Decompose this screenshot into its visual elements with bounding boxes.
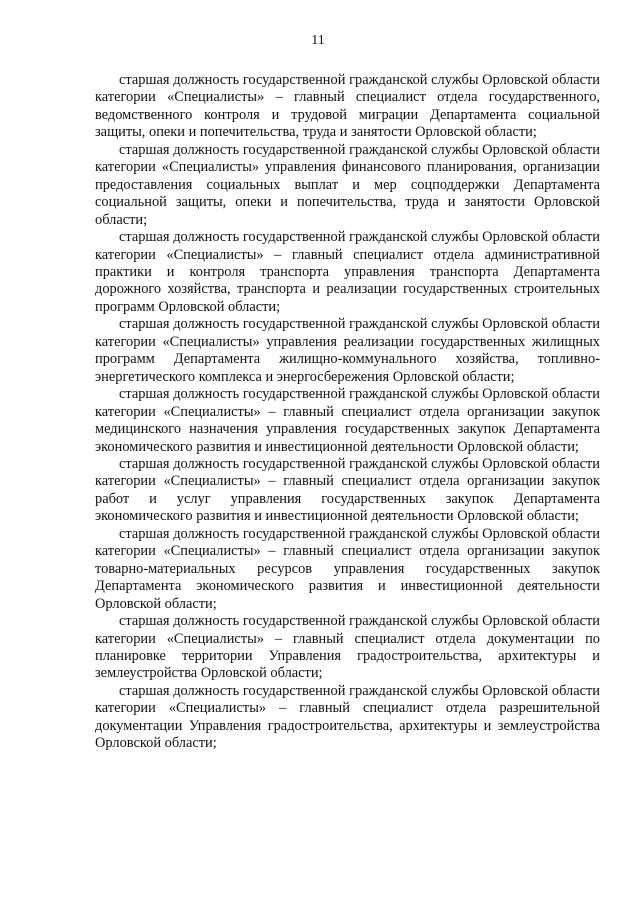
list-item: старшая должность государственной гражданской службы Орловской области категории «Специалисты» – главный специалист отдела разрешительной документации Управления градостроительства, архитектуры и землеустройства Орловской области; — [95, 682, 600, 752]
list-item: старшая должность государственной гражданской службы Орловской области категории «Специалисты» управления реализации государственных жилищных программ Департамента жилищно-коммунального хозяйства, топливно-энергетического комплекса и энергосбережения Орловской области; — [95, 316, 600, 385]
list-item: старшая должность государственной гражданской службы Орловской области категории «Специалисты» – главный специалист отдела государственного, ведомственного контроля и трудовой миграции Департамента социальной защиты, опеки и попечительства, труда и занятости Орловской области; — [95, 72, 600, 141]
page-number: 11 — [311, 33, 325, 48]
document-body — [95, 72, 600, 753]
list-item: старшая должность государственной гражданской службы Орловской области категории «Специалисты» – главный специалист отдела административной практики и контроля транспорта управления транспорта Департамента дорожного хозяйства, транспорта и реализации государственных строительных программ Орловской области; — [95, 229, 600, 315]
list-item: старшая должность государственной гражданской службы Орловской области категории «Специалисты» – главный специалист отдела организации закупок товарно-материальных ресурсов управления государственных закупок Департамента экономического развития и инвестиционной деятельности Орловской области; — [95, 525, 600, 612]
list-item: старшая должность государственной гражданской службы Орловской области категории «Специалисты» – главный специалист отдела организации закупок работ и услуг управления государственных закупок Департамента экономического развития и инвестиционной деятельности Орловской области; — [95, 455, 600, 525]
list-item: старшая должность государственной гражданской службы Орловской области категории «Специалисты» – главный специалист отдела организации закупок медицинского назначения управления государственных закупок Департамента экономического развития и инвестиционной деятельности Орловской области; — [95, 386, 600, 455]
list-item: старшая должность государственной гражданской службы Орловской области категории «Специалисты» управления финансового планирования, организации предоставления социальных выплат и мер соцподдержки Департамента социальной защиты, опеки и попечительства, труда и занятости Орловской области; — [95, 141, 600, 228]
list-item: старшая должность государственной гражданской службы Орловской области категории «Специалисты» – главный специалист отдела документации по планировке территории Управления градостроительства, архитектуры и землеустройства Орловской области; — [95, 613, 600, 682]
